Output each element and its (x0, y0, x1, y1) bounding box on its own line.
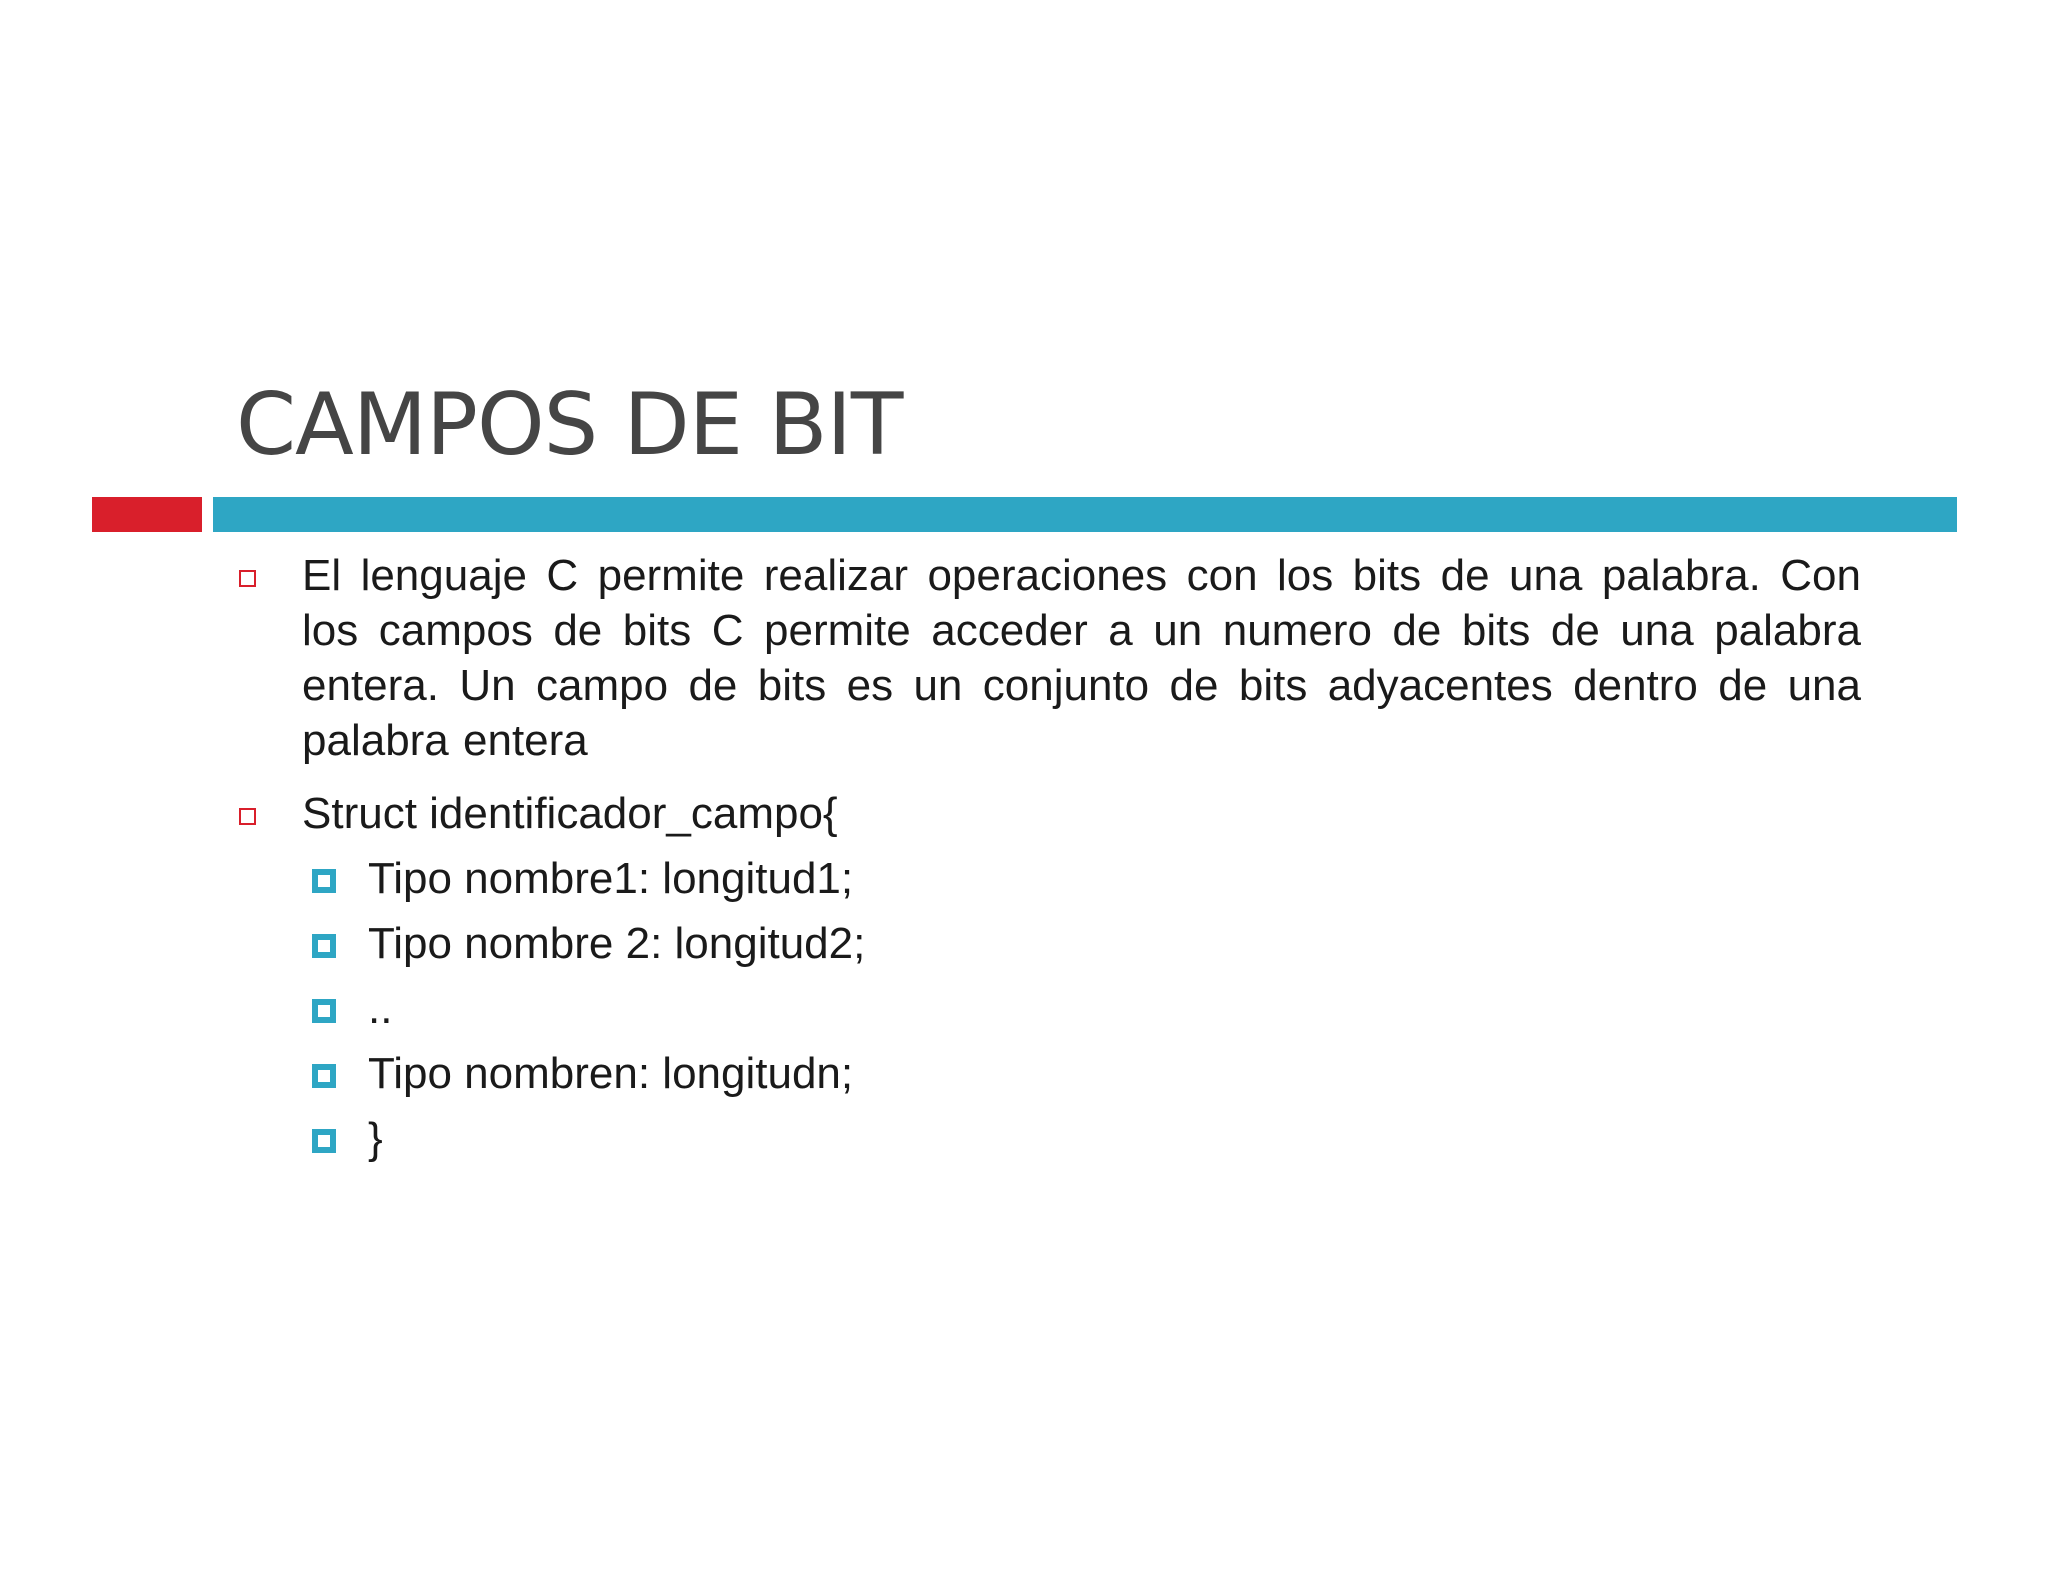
sub-bullet-text: Tipo nombre 2: longitud2; (368, 919, 866, 968)
sub-bullet-item (368, 851, 1861, 906)
hollow-square-icon (239, 808, 256, 825)
square-bullet-icon (312, 934, 336, 958)
sub-bullet-text: } (368, 1114, 383, 1163)
sub-bullet-item (368, 1046, 1861, 1101)
sub-bullet-item (368, 916, 1861, 971)
square-bullet-icon (312, 869, 336, 893)
bullet-item-1 (236, 548, 1861, 768)
sub-bullet-item (368, 981, 1861, 1036)
sub-bullet-item (368, 1111, 1861, 1166)
sub-bullet-text: Tipo nombren: longitudn; (368, 1049, 854, 1098)
sub-bullet-list (236, 851, 1861, 1166)
slide-title: CAMPOS DE BIT (236, 375, 903, 475)
square-bullet-icon (312, 1064, 336, 1088)
bullet-text: Struct identificador_campo{ (302, 789, 838, 838)
slide-content (236, 548, 1861, 1176)
square-bullet-icon (312, 1129, 336, 1153)
square-bullet-icon (312, 999, 336, 1023)
bullet-text: El lenguaje C permite realizar operaciones con los bits de una palabra. Con los campos de bits C permite acceder a un numero de bits de una palabra entera. Un campo de bits es un conjunto de bits adyacentes dentro de una palabra entera (302, 551, 1861, 765)
hollow-square-icon (239, 570, 256, 587)
title-accent-bar-red (92, 497, 202, 532)
title-accent-bar-blue (213, 497, 1957, 532)
bullet-item-2 (236, 786, 1861, 841)
sub-bullet-text: Tipo nombre1: longitud1; (368, 854, 854, 903)
sub-bullet-text: .. (368, 984, 393, 1033)
